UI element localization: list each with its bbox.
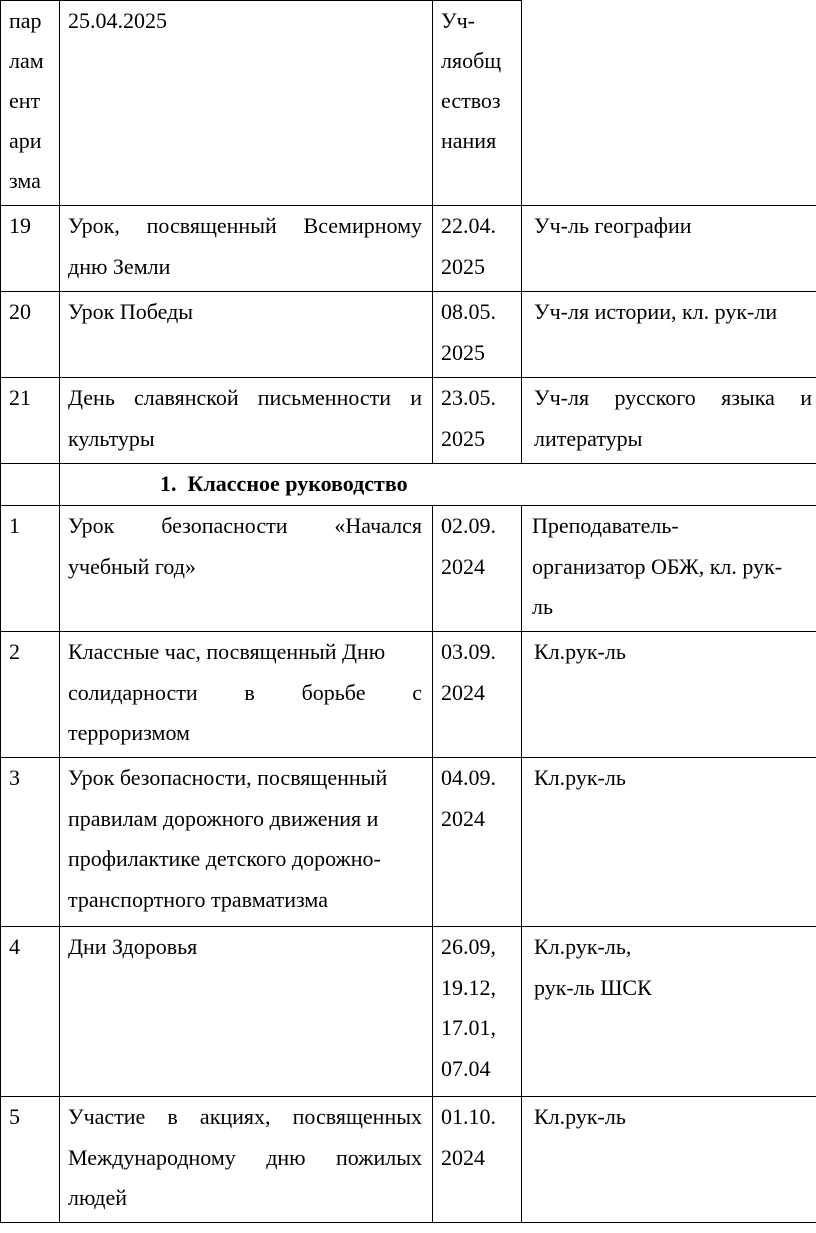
table-row: [1, 1097, 816, 1223]
table-row: [1, 632, 816, 758]
date-line: 03.09.: [441, 639, 496, 664]
responsible-line: Уч-ля истории, кл. рук-ли: [534, 299, 778, 324]
date-cell: [433, 206, 522, 292]
date-line: 2025: [441, 253, 485, 279]
date-line: 2024: [441, 679, 485, 705]
section-empty-cell: [1, 464, 60, 506]
topic-line: людей: [68, 1185, 128, 1210]
date-line: 23.05.: [441, 385, 496, 410]
topic-line: Урок, посвященный Всемирному: [68, 213, 422, 238]
responsible-cell: [522, 1, 816, 206]
topic-cell: [60, 1097, 433, 1223]
date-line: 26.09,: [441, 934, 496, 959]
table-row: [1, 206, 816, 292]
date-cell: [433, 506, 522, 632]
section-number: 1.: [160, 471, 177, 496]
date-cell: [433, 632, 522, 758]
responsible-cell: [522, 206, 816, 292]
topic-cell: [60, 1, 433, 206]
table-row: [1, 292, 816, 378]
responsible-line: Уч-ля русского языка и: [534, 385, 812, 410]
section-title-cell: [60, 464, 816, 506]
topic-cell: [60, 292, 433, 378]
responsible-line: организатор ОБЖ, кл. рук-: [532, 553, 783, 579]
row-number: 20: [9, 299, 31, 324]
table-row: [1, 758, 816, 927]
row-number: 19: [9, 213, 31, 238]
date-line: 19.12,: [441, 974, 496, 1000]
row-number-line: ари: [9, 128, 42, 153]
row-number-line: ент: [9, 88, 41, 113]
date-cell: [433, 1097, 522, 1223]
responsible-cell: [522, 927, 816, 1097]
topic-line: правилам дорожного движения и: [68, 805, 379, 831]
row-number: 5: [9, 1104, 20, 1129]
topic-cell: [60, 927, 433, 1097]
topic-cell: [60, 206, 433, 292]
row-number: 2: [9, 639, 20, 664]
responsible-line: Уч-ль географии: [534, 213, 692, 238]
date-line: 2024: [441, 1144, 485, 1170]
responsible-line: ль: [532, 594, 554, 619]
topic-line: терроризмом: [68, 720, 190, 745]
row-number-cell: [1, 1, 60, 206]
date-line: 22.04.: [441, 213, 496, 238]
responsible-line: литературы: [534, 425, 643, 451]
row-number-cell: [1, 506, 60, 632]
topic-line: Урок Победы: [68, 299, 194, 324]
section-title: Классное руководство: [187, 471, 408, 496]
date-cell: [433, 292, 522, 378]
responsible-line: Кл.рук-ль: [534, 765, 626, 790]
topic-line: профилактике детского дорожно-: [68, 846, 381, 871]
row-number: 4: [9, 934, 20, 959]
table-row: [1, 1, 816, 206]
topic-line: Дни Здоровья: [68, 934, 198, 959]
table-row: [1, 927, 816, 1097]
responsible-line: Кл.рук-ль: [534, 1104, 626, 1129]
topic-line: Урок безопасности, посвященный: [68, 765, 388, 790]
responsible-line: Кл.рук-ль,: [534, 934, 632, 959]
row-number-cell: [1, 206, 60, 292]
date-line: 07.04: [441, 1055, 491, 1081]
date-line: ествоз: [441, 88, 501, 113]
topic-line: солидарности в борьбе с: [68, 679, 422, 705]
date-line: 02.09.: [441, 513, 496, 538]
row-number-cell: [1, 758, 60, 927]
row-number-cell: [1, 292, 60, 378]
topic-line: дню Земли: [68, 253, 171, 279]
topic-cell: [60, 378, 433, 464]
topic-line: учебный год»: [68, 553, 196, 579]
date-line: Уч-: [441, 8, 475, 33]
row-number-cell: [1, 927, 60, 1097]
date-cell: [433, 758, 522, 927]
date-line: 01.10.: [441, 1104, 496, 1129]
topic-line: День славянской письменности и: [68, 385, 422, 410]
date-cell: [433, 1, 522, 206]
responsible-cell: [522, 292, 816, 378]
table-row: [1, 506, 816, 632]
responsible-cell: [522, 632, 816, 758]
topic-line: транспортного травматизма: [68, 886, 328, 912]
topic-cell: [60, 758, 433, 927]
date-cell: [433, 378, 522, 464]
date-line: 2024: [441, 553, 485, 579]
row-number-line: зма: [9, 168, 41, 193]
row-number: 3: [9, 765, 20, 790]
topic-line: Урок безопасности «Начался: [68, 513, 422, 538]
date-line: нания: [441, 128, 497, 153]
row-number-line: пар: [9, 8, 42, 33]
table-row: [1, 378, 816, 464]
responsible-line: Преподаватель-: [532, 513, 679, 538]
responsible-cell: [522, 506, 816, 632]
date-line: 2025: [441, 339, 485, 365]
topic-cell: [60, 632, 433, 758]
date-line: 2025: [441, 425, 485, 451]
date-line: 04.09.: [441, 765, 496, 790]
date-line: 08.05.: [441, 299, 496, 324]
date-line: 17.01,: [441, 1015, 496, 1040]
section-header-row: [1, 464, 816, 506]
date-line: 2024: [441, 805, 485, 831]
row-number: 1: [9, 513, 20, 538]
responsible-cell: [522, 1097, 816, 1223]
responsible-line: рук-ль ШСК: [534, 974, 652, 1000]
row-number: 21: [9, 385, 31, 410]
topic-line: Международному дню пожилых: [68, 1144, 422, 1170]
date-cell: [433, 927, 522, 1097]
row-number-cell: [1, 1097, 60, 1223]
topic-line: Классные час, посвященный Дню: [68, 639, 386, 664]
row-number-line: лам: [9, 48, 44, 73]
row-number-cell: [1, 632, 60, 758]
topic-line: культуры: [68, 425, 155, 451]
responsible-cell: [522, 758, 816, 927]
topic-text: 25.04.2025: [68, 8, 167, 33]
topic-line: Участие в акциях, посвященных: [68, 1104, 422, 1129]
responsible-line: Кл.рук-ль: [534, 639, 626, 664]
topic-cell: [60, 506, 433, 632]
responsible-cell: [522, 378, 816, 464]
row-number-cell: [1, 378, 60, 464]
date-line: ляобщ: [441, 48, 502, 73]
